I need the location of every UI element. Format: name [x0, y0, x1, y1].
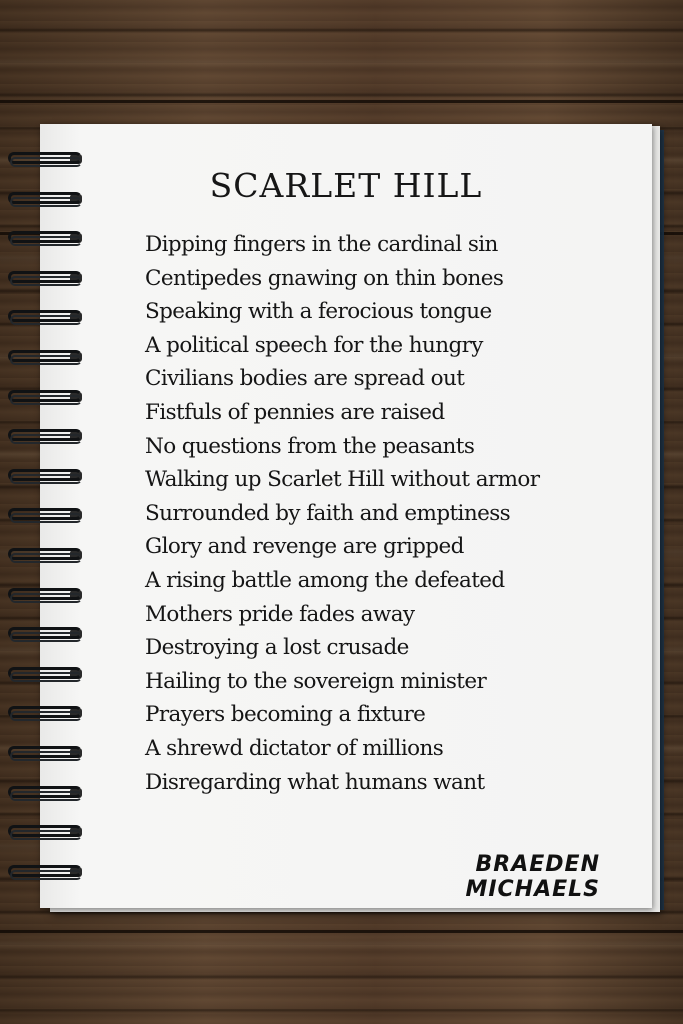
- wire-loop: [10, 395, 82, 405]
- poem-line: Hailing to the sovereign minister: [145, 668, 487, 694]
- spiral-ring: [8, 667, 94, 681]
- spiral-ring: [8, 152, 94, 166]
- wire-loop: [10, 276, 82, 286]
- wire-loop: [10, 870, 82, 880]
- wire-loop: [10, 593, 82, 603]
- spiral-ring: [8, 231, 94, 245]
- poem-line: A political speech for the hungry: [145, 332, 483, 358]
- wire-loop: [10, 513, 82, 523]
- plank-seam: [0, 100, 683, 103]
- poem-title: SCARLET HILL: [209, 166, 483, 205]
- wire-loop: [10, 553, 82, 563]
- poem-line: A shrewd dictator of millions: [145, 735, 444, 761]
- wire-loop: [10, 236, 82, 246]
- wire-loop: [10, 474, 82, 484]
- spiral-ring: [8, 350, 94, 364]
- wire-loop: [10, 672, 82, 682]
- poem-line: Walking up Scarlet Hill without armor: [145, 467, 540, 493]
- poem-line: Surrounded by faith and emptiness: [145, 500, 511, 526]
- author-signature: BRAEDEN MICHAELS: [465, 852, 600, 902]
- poem-line: Disregarding what humans want: [145, 769, 485, 795]
- wire-loop: [10, 711, 82, 721]
- poem-line: Speaking with a ferocious tongue: [145, 299, 492, 325]
- wire-loop: [10, 315, 82, 325]
- wire-loop: [10, 632, 82, 642]
- poem-line: Destroying a lost crusade: [145, 635, 409, 661]
- wire-loop: [10, 434, 82, 444]
- spiral-ring: [8, 469, 94, 483]
- poem-line: Centipedes gnawing on thin bones: [145, 265, 504, 291]
- spiral-ring: [8, 588, 94, 602]
- spiral-ring: [8, 746, 94, 760]
- poem-body: [145, 228, 625, 799]
- poem-line: Glory and revenge are gripped: [145, 534, 464, 560]
- poem-line: Prayers becoming a fixture: [145, 702, 426, 728]
- spiral-ring: [8, 706, 94, 720]
- poem-line: Civilians bodies are spread out: [145, 366, 465, 392]
- plank-seam: [0, 930, 683, 933]
- poem-line: Dipping fingers in the cardinal sin: [145, 232, 498, 257]
- spiral-ring: [8, 429, 94, 443]
- spiral-ring: [8, 627, 94, 641]
- wire-loop: [10, 751, 82, 761]
- wire-loop: [10, 355, 82, 365]
- poem-line: No questions from the peasants: [145, 433, 475, 459]
- wire-loop: [10, 791, 82, 801]
- spiral-ring: [8, 786, 94, 800]
- spiral-ring: [8, 508, 94, 522]
- poem-line: Mothers pride fades away: [145, 601, 415, 627]
- spiral-ring: [8, 865, 94, 879]
- spiral-ring: [8, 271, 94, 285]
- spiral-ring: [8, 548, 94, 562]
- spiral-ring: [8, 825, 94, 839]
- wire-loop: [10, 830, 82, 840]
- spiral-ring: [8, 310, 94, 324]
- poem-line: Fistfuls of pennies are raised: [145, 399, 445, 425]
- spiral-binding: [0, 140, 100, 910]
- poem-line: A rising battle among the defeated: [145, 567, 505, 593]
- spiral-ring: [8, 390, 94, 404]
